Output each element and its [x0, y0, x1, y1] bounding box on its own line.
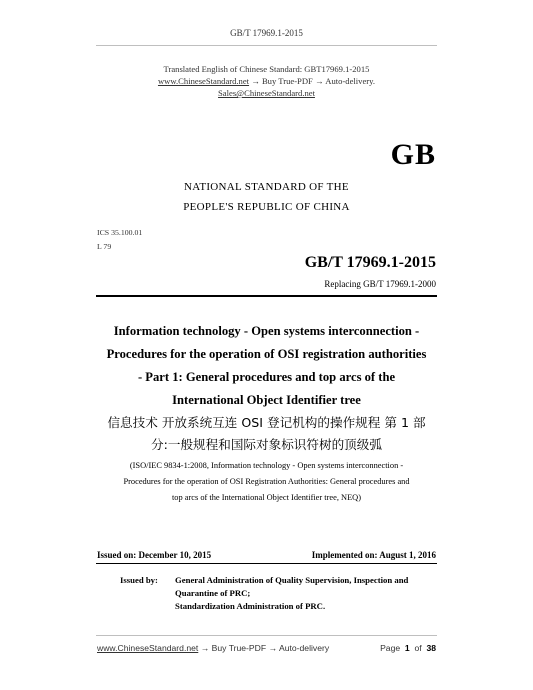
- page-label: Page: [380, 643, 401, 653]
- iso-ref-line2: Procedures for the operation of OSI Registration Authorities: General procedures and: [123, 477, 410, 486]
- iso-ref-line1: (ISO/IEC 9834-1:2008, Information technology - Open systems interconnection -: [129, 461, 404, 470]
- issuer-line1: General Administration of Quality Supervision, Inspection and: [175, 575, 409, 585]
- implemented-on-date: Implemented on: August 1, 2016: [311, 550, 436, 560]
- issuer-line2: Quarantine of PRC;: [175, 588, 251, 598]
- translation-line: Translated English of Chinese Standard: GBT17969.1-2015: [163, 64, 370, 74]
- national-standard-line2: PEOPLE'S REPUBLIC OF CHINA: [183, 201, 350, 213]
- running-header: GB/T 17969.1-2015: [230, 28, 303, 38]
- title-en-line4: International Object Identifier tree: [172, 393, 361, 407]
- issuer-label: Issued by:: [120, 575, 158, 585]
- title-rule: [96, 295, 437, 297]
- title-en-line2: Procedures for the operation of OSI registration authorities: [106, 347, 427, 361]
- iso-ref-line3: top arcs of the International Object Identifier tree, NEQ): [171, 493, 362, 502]
- buy-line: [0, 75, 533, 87]
- title-cn-line2: 分:一般规程和国际对象标识符树的顶级弧: [151, 437, 382, 452]
- email-line: [0, 87, 533, 99]
- buy-text: → Buy True-PDF → Auto-delivery.: [249, 76, 376, 86]
- footer-buy-text: → Buy True-PDF → Auto-delivery: [198, 643, 330, 653]
- page-of: of: [414, 643, 422, 653]
- page-indicator: [380, 643, 436, 653]
- title-en-line3: - Part 1: General procedures and top arcs of the: [137, 370, 396, 384]
- replacing-note: Replacing GB/T 17969.1-2000: [324, 279, 436, 289]
- title-cn-line1: 信息技术 开放系统互连 OSI 登记机构的操作规程 第 1 部: [107, 415, 426, 430]
- page-current: 1: [404, 643, 410, 653]
- ics-code: ICS 35.100.01: [97, 228, 143, 237]
- footer-buy-line: [97, 643, 329, 653]
- issued-on-date: Issued on: December 10, 2015: [97, 550, 212, 560]
- standard-number: GB/T 17969.1-2015: [304, 254, 436, 271]
- footer-site-link[interactable]: www.ChineseStandard.net: [97, 643, 199, 653]
- dates-rule: [96, 563, 437, 564]
- site-link[interactable]: www.ChineseStandard.net: [157, 76, 250, 86]
- page-total: 38: [426, 643, 436, 653]
- issuer-block: [120, 574, 408, 613]
- issuer-line3: Standardization Administration of PRC.: [175, 601, 326, 611]
- header-rule: [96, 45, 437, 46]
- national-standard-line1: NATIONAL STANDARD OF THE: [184, 181, 349, 193]
- title-en-line1: Information technology - Open systems interconnection -: [113, 324, 420, 338]
- gb-mark: GB: [390, 138, 436, 171]
- footer-rule: [96, 635, 437, 636]
- ccs-code: L 79: [97, 242, 112, 251]
- email-link[interactable]: Sales@ChineseStandard.net: [218, 88, 315, 98]
